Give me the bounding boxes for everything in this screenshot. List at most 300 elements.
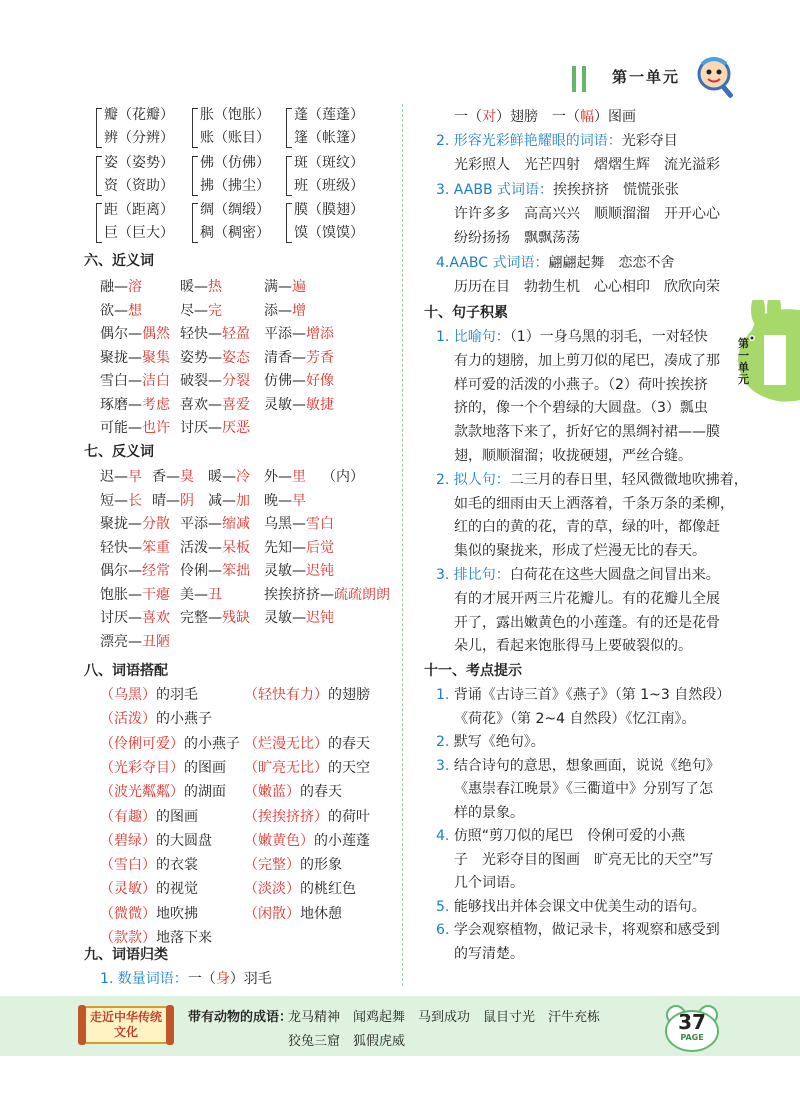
p3: ）图画: [594, 109, 636, 125]
collocation-close: ）: [286, 881, 300, 898]
collocation: [100, 854, 198, 874]
antonym-pair-answer: 长: [128, 492, 142, 509]
synonym-pair-answer: 厌恶: [222, 420, 250, 436]
antonym-pair: [100, 631, 170, 651]
synonym-pair: [180, 417, 250, 437]
collocation-close: ）: [142, 857, 156, 874]
unit-title: 第一单元: [612, 68, 681, 86]
synonym-pair-answer: 姿态: [222, 349, 250, 366]
collocation: [244, 781, 342, 801]
synonym-pair-answer: 也许: [142, 420, 170, 436]
collocation: [100, 757, 226, 777]
collocation-open: （: [100, 930, 114, 946]
antonym-pair: [208, 490, 250, 510]
classification-head: 2. 形容光彩鲜艳耀眼的词语：: [436, 133, 622, 149]
antonym-pair: [180, 584, 222, 604]
antonym-pair-word: 外—: [264, 469, 292, 485]
collocation-noun: 的形象: [300, 857, 342, 874]
sentence-line: 样可爱的活泼的小燕子。（2）荷叶挨挨挤: [454, 376, 708, 393]
collocation: [100, 830, 212, 850]
synonym-pair-answer: 好像: [306, 373, 334, 389]
a1: 对: [482, 109, 496, 125]
synonym-pair: [180, 323, 250, 343]
collocation-answer: 挨挨挤挤: [258, 808, 314, 825]
homophone-word: 姿（姿势）: [104, 155, 174, 171]
section-11-title: 十一、考点提示: [424, 663, 522, 679]
homophone-word: 绸（绸缎）: [200, 202, 270, 218]
synonym-pair-word: 聚拢—: [100, 349, 142, 366]
antonym-pair-word: 伶俐—: [180, 563, 222, 579]
synonym-pair-word: 偶尔—: [100, 326, 142, 342]
header-stripe-2: [582, 66, 586, 92]
collocation-answer: 碧绿: [114, 832, 142, 849]
collocation-close: ）: [142, 808, 156, 825]
collocation: [244, 854, 342, 874]
sentence-item: [436, 469, 748, 489]
collocation-answer: 款款: [114, 930, 142, 946]
synonym-pair: [100, 394, 170, 414]
section-9-title: 九、词语归类: [84, 947, 168, 963]
antonym-pair-word: 偶尔—: [100, 563, 142, 579]
homophone-group: [286, 152, 386, 198]
classification-words: 翩翩起舞 恋恋不舍: [548, 254, 675, 271]
collocation: [100, 878, 198, 898]
classification-head: 4.AABC 式词语：: [436, 254, 549, 271]
synonym-pair-answer: 洁白: [142, 373, 170, 389]
antonym-pair-word: 完整—: [180, 610, 222, 626]
tip-num: 5.: [436, 898, 454, 915]
synonym-pair: [180, 347, 250, 367]
collocation-noun: 地落下来: [156, 930, 212, 946]
sentence-text: （1）一身乌黑的羽毛，一对轻快: [509, 329, 708, 345]
synonym-pair-word: 琢磨—: [100, 396, 142, 413]
collocation-answer: 伶俐可爱: [114, 735, 170, 752]
collocation-answer: 灵敏: [114, 881, 142, 898]
tip-line: 子 光彩夺目的图画 旷亮无比的天空”写: [454, 851, 714, 868]
collocation-answer: 光彩夺目: [114, 759, 170, 776]
collocation-noun: 的图画: [184, 759, 226, 776]
collocation-answer: 乌黑: [114, 687, 142, 703]
synonym-pair: [100, 300, 142, 320]
synonym-pair: [264, 370, 334, 390]
tip-line: 《荷花》（第 2~4 自然段）《忆江南》。: [454, 710, 696, 727]
synonym-pair-word: 喜欢—: [180, 396, 222, 413]
homophone-group: [192, 104, 292, 150]
item-head: 1. 数量词语：: [100, 971, 188, 987]
antonym-pair: [264, 537, 334, 557]
culture-scroll-text: 走近中华传统文化: [90, 1010, 163, 1039]
antonym-pair-word: 平添—: [180, 516, 222, 532]
collocation: [100, 708, 212, 728]
antonym-pair-word: 晴—: [152, 492, 180, 509]
collocation-noun: 的湖面: [184, 784, 226, 801]
classification-item: [436, 252, 675, 272]
collocation: [100, 684, 198, 704]
classification-item: [436, 179, 679, 199]
classification-words-line: 光彩照人 光芒四射 熠熠生辉 流光溢彩: [454, 157, 720, 174]
collocation-noun: 的荷叶: [328, 808, 370, 825]
synonym-pair-word: 尽—: [180, 302, 208, 319]
antonym-pair: [100, 466, 142, 486]
synonym-pair-word: 可能—: [100, 420, 142, 436]
antonym-pair: [100, 560, 170, 580]
collocation-close: ）: [314, 808, 328, 825]
collocation-answer: 有趣: [114, 808, 142, 825]
synonym-pair-answer: 完: [208, 302, 222, 319]
synonym-pair-word: 姿势—: [180, 349, 222, 366]
collocation-close: ）: [170, 784, 184, 801]
collocation-close: ）: [314, 735, 328, 752]
homophone-word: 篷（帐篷）: [294, 130, 364, 146]
collocation-answer: 完整: [258, 857, 286, 874]
antonym-pair-answer: 迟钝: [306, 610, 334, 626]
synonym-pair: [264, 323, 334, 343]
collocation-open: （: [100, 735, 114, 752]
tip-item: [436, 755, 720, 775]
header-stripe-1: [572, 66, 576, 92]
tip-item: [436, 896, 706, 916]
bracket: [192, 156, 198, 196]
homophone-group: [286, 199, 386, 245]
classification-words-line: 纷纷扬扬 飘飘荡荡: [454, 230, 580, 247]
synonym-pair-answer: 芳香: [306, 349, 334, 366]
column-divider: [402, 104, 403, 986]
synonym-pair: [100, 347, 170, 367]
sentence-line: 翅，顺顺溜溜；收拢硬翅，严丝合缝。: [454, 448, 692, 464]
tip-item: [436, 919, 720, 939]
synonym-pair-answer: 轻盈: [222, 326, 250, 342]
collocation-open: （: [244, 905, 258, 922]
antonym-pair-word: 短—: [100, 492, 128, 509]
synonym-pair-word: 满—: [264, 279, 292, 295]
antonym-pair: [100, 490, 142, 510]
sentence-line: 如毛的细雨由天上洒落着，千条万条的柔柳，: [454, 495, 734, 512]
footer-idioms-1: 龙马精神 闻鸡起舞 马到成功 鼠目寸光 汗牛充栋: [288, 1010, 601, 1025]
collocation-close: ）: [142, 930, 156, 946]
synonym-pair: [100, 417, 170, 437]
antonym-pair-word: 饱胀—: [100, 586, 142, 603]
antonym-pair-word: 美—: [180, 586, 208, 603]
collocation-open: （: [244, 832, 258, 849]
antonym-pair-answer: 早: [292, 492, 306, 509]
synonym-pair-answer: 遍: [292, 279, 306, 295]
antonym-pair-answer: 缩减: [222, 516, 250, 532]
homophone-word: 资（资助）: [104, 178, 174, 194]
sentence-item: [436, 326, 708, 346]
homophone-word: 斑（斑纹）: [294, 155, 364, 171]
homophone-word: 馍（馍馍）: [294, 225, 364, 241]
synonym-pair-word: 平添—: [264, 326, 306, 342]
collocation-close: ）: [286, 857, 300, 874]
antonym-pair-answer: 经常: [142, 563, 170, 579]
collocation-open: （: [244, 687, 258, 703]
antonym-pair-word: 聚拢—: [100, 516, 142, 532]
homophone-group: [286, 104, 386, 150]
collocation: [100, 903, 198, 923]
collocation-noun: 的小莲蓬: [314, 832, 370, 849]
item-pre: 一（: [187, 971, 216, 987]
side-tab-text: 第一单元: [738, 337, 749, 386]
collocation-answer: 嫩黄色: [258, 832, 300, 849]
antonym-pair: [152, 490, 194, 510]
collocation: [244, 878, 356, 898]
tip-num: 4.: [436, 828, 454, 844]
tip-num: 2.: [436, 734, 454, 750]
sentence-line: 挤的，像一个个碧绿的大圆盘。（3）瓢虫: [454, 400, 708, 417]
antonym-pair-answer: 后觉: [306, 539, 334, 556]
antonym-pair: [264, 607, 334, 627]
antonym-pair: [264, 560, 334, 580]
sentence-line: 朵儿，看起来饱胀得马上要破裂似的。: [454, 638, 692, 655]
footer-label: 带有动物的成语：: [188, 1010, 293, 1025]
collocation-answer: 淡淡: [258, 881, 286, 898]
synonym-pair-answer: 增: [292, 302, 306, 319]
classification-words-line: 历历在目 勃勃生机 心心相印 欣欣向荣: [454, 278, 720, 295]
tip-text: 学会观察植物，做记录卡，将观察和感受到: [453, 922, 720, 938]
collocation-answer: 闲散: [258, 905, 286, 922]
sentence-text: 白荷花在这些大圆盘之间冒出来。: [509, 567, 720, 583]
antonym-pair-answer: 疏疏朗朗: [334, 586, 390, 603]
antonym-pair: [100, 584, 170, 604]
tip-num: 3.: [436, 757, 454, 774]
bracket: [286, 156, 292, 196]
collocation-noun: 地吹拂: [156, 905, 198, 922]
synonym-pair-answer: 聚集: [142, 349, 170, 366]
bracket: [192, 203, 198, 243]
antonym-pair-answer: 冷: [236, 469, 250, 485]
synonym-pair-answer: 分裂: [222, 373, 250, 389]
section-10-title: 十、句子积累: [424, 305, 508, 321]
homophone-word: 账（账目）: [200, 130, 270, 146]
antonym-pair-answer: 迟钝: [306, 563, 334, 579]
homophone-group: [96, 104, 196, 150]
antonym-pair-answer: 笨重: [142, 539, 170, 556]
synonym-pair-word: 欲—: [100, 302, 128, 319]
homophone-word: 巨（巨大）: [104, 225, 174, 241]
p2: ）翅膀 一（: [496, 109, 580, 125]
tip-line: 《惠崇春江晚景》《三衢道中》分别写了怎: [454, 781, 713, 797]
collocation-close: ）: [170, 759, 184, 776]
tip-text: 仿照“剪刀似的尾巴 伶俐可爱的小燕: [453, 828, 686, 844]
sentence-line: 红的白的黄的花，青的草，绿的叶，都像赶: [454, 519, 720, 536]
classification-words: 光彩夺目: [621, 133, 678, 149]
collocation-open: （: [100, 711, 114, 728]
collocation-noun: 的春天: [328, 735, 370, 752]
collocation-answer: 嫩蓝: [258, 784, 286, 801]
antonym-pair: [100, 513, 170, 533]
collocation-close: ）: [142, 881, 156, 898]
homophone-word: 膜（膜翅）: [294, 202, 364, 218]
page-label: PAGE: [680, 1033, 704, 1042]
homophone-word: 瓣（花瓣）: [104, 107, 174, 123]
collocation-noun: 的图画: [156, 808, 198, 825]
collocation-close: ）: [142, 832, 156, 849]
antonym-pair-word: 漂亮—: [100, 633, 142, 650]
collocation-answer: 活泼: [114, 711, 142, 728]
tip-line: 的写清楚。: [454, 945, 524, 962]
homophone-word: 蓬（莲蓬）: [294, 107, 364, 123]
antonym-pair-answer: 里: [292, 469, 306, 485]
bracket: [192, 108, 198, 148]
collocation-answer: 旷亮无比: [258, 759, 314, 776]
synonym-pair: [100, 276, 142, 296]
collocation-noun: 的小燕子: [184, 735, 240, 752]
antonym-pair-word: 灵敏—: [264, 610, 306, 626]
antonym-pair-word: 先知—: [264, 539, 306, 556]
section-7-title: 七、反义词: [84, 444, 154, 460]
synonym-pair-word: 仿佛—: [264, 373, 306, 389]
collocation-open: （: [244, 881, 258, 898]
homophone-group: [192, 152, 292, 198]
antonym-pair: [180, 537, 250, 557]
tip-num: 1.: [436, 687, 454, 703]
tip-line: 样的景象。: [454, 804, 524, 821]
antonym-pair-answer: 分散: [142, 516, 170, 532]
collocation-open: （: [100, 784, 114, 801]
synonym-pair-answer: 增添: [306, 326, 334, 342]
collocation-open: （: [244, 857, 258, 874]
synonym-pair: [100, 370, 170, 390]
classification-item-1-cont: [454, 106, 636, 126]
antonym-pair-word: 减—: [208, 492, 236, 509]
antonym-pair-answer: 喜欢: [142, 610, 170, 626]
synonym-pair-answer: 喜爱: [222, 396, 250, 413]
sentence-item: [436, 564, 720, 584]
antonym-pair: [180, 560, 250, 580]
antonym-pair-answer: 笨拙: [222, 563, 250, 579]
bracket: [96, 203, 102, 243]
bracket: [96, 156, 102, 196]
homophone-group: [96, 199, 196, 245]
collocation-open: （: [100, 808, 114, 825]
antonym-pair-word: 活泼—: [180, 539, 222, 556]
bracket: [286, 108, 292, 148]
antonym-pair-answer: 雪白: [306, 516, 334, 532]
antonym-pair-answer: 干瘪: [142, 586, 170, 603]
page-number: 37: [678, 1010, 706, 1034]
homophone-word: 距（距离）: [104, 202, 174, 218]
collocation-open: （: [100, 857, 114, 874]
sentence-head: 3. 排比句：: [436, 567, 510, 583]
synonym-pair: [180, 370, 250, 390]
collocation-close: ）: [170, 735, 184, 752]
synonym-pair-word: 融—: [100, 279, 128, 295]
homophone-group: [96, 152, 196, 198]
antonym-pair-word: 乌黑—: [264, 516, 306, 532]
sentence-line: 开了，露出嫩黄色的小莲蓬。有的还是花骨: [454, 614, 720, 631]
antonym-pair-word: 讨厌—: [100, 610, 142, 626]
homophone-word: 佛（仿佛）: [200, 155, 270, 171]
antonym-pair: [264, 466, 306, 486]
synonym-pair: [180, 276, 222, 296]
antonym-pair-word: 暖—: [208, 469, 236, 485]
collocation: [244, 684, 370, 704]
collocation-close: ）: [286, 784, 300, 801]
collocation: [244, 806, 370, 826]
tip-text: 能够找出并体会课文中优美生动的语句。: [453, 898, 706, 915]
antonym-pair-word: 挨挨挤挤—: [264, 586, 334, 603]
synonym-pair: [100, 323, 170, 343]
synonym-pair-answer: 想: [128, 302, 142, 319]
sentence-line: 有的才展开两三片花瓣儿。有的花瓣儿全展: [454, 590, 720, 607]
mascot-icon: [694, 54, 740, 100]
collocation-noun: 的小燕子: [156, 711, 212, 728]
antonym-pair-answer: 呆板: [222, 539, 250, 556]
classification-words: 挨挨挤挤 慌慌张张: [553, 181, 680, 198]
antonym-pair-word: 晚—: [264, 492, 292, 509]
antonym-pair: [322, 466, 364, 486]
tip-line: 几个词语。: [454, 875, 524, 891]
collocation-close: ）: [142, 905, 156, 922]
antonym-pair-answer: 阴: [180, 492, 194, 509]
collocation-close: ）: [142, 711, 156, 728]
collocation-close: ）: [300, 832, 314, 849]
a2: 幅: [580, 109, 594, 125]
collocation: [100, 733, 240, 753]
antonym-pair: [100, 537, 170, 557]
homophone-word: 辨（分辨）: [104, 130, 174, 146]
synonym-pair: [264, 276, 306, 296]
section-8-title: 八、词语搭配: [84, 663, 168, 679]
antonym-pair-word: 迟—: [100, 469, 128, 485]
collocation-open: （: [100, 687, 114, 703]
collocation-open: （: [100, 881, 114, 898]
antonym-pair-answer: 早: [128, 469, 142, 485]
antonym-pair: [208, 466, 250, 486]
synonym-pair-word: 清香—: [264, 349, 306, 366]
collocation: [244, 903, 342, 923]
collocation-open: （: [100, 759, 114, 776]
sentence-text: 二三月的春日里，轻风微微地吹拂着，: [509, 471, 748, 488]
homophone-group: [192, 199, 292, 245]
collocation-noun: 的桃红色: [300, 881, 356, 898]
classification-item: [436, 130, 678, 150]
collocation: [244, 733, 370, 753]
antonym-pair-word: 灵敏—: [264, 563, 306, 579]
collocation-answer: 烂漫无比: [258, 735, 314, 752]
antonym-pair-word: （内）: [322, 469, 364, 485]
synonym-pair-answer: 热: [208, 279, 222, 295]
synonym-pair-word: 暖—: [180, 279, 208, 295]
sentence-head: 2. 拟人句：: [436, 471, 510, 488]
antonym-pair: [264, 513, 334, 533]
synonym-pair: [180, 394, 250, 414]
classification-item-1: [100, 968, 272, 988]
collocation: [244, 757, 370, 777]
antonym-pair: [152, 466, 194, 486]
homophone-word: 班（班级）: [294, 178, 364, 194]
synonym-pair: [264, 300, 306, 320]
antonym-pair: [264, 490, 306, 510]
collocation-noun: 的大圆盘: [156, 832, 212, 849]
item-post: ）羽毛: [229, 971, 272, 987]
synonym-pair-word: 轻快—: [180, 326, 222, 342]
collocation-open: （: [100, 832, 114, 849]
collocation-close: ）: [314, 759, 328, 776]
collocation-open: （: [244, 759, 258, 776]
tip-text: 背诵《古诗三首》《燕子》（第 1~3 自然段）: [453, 687, 731, 703]
collocation-answer: 雪白: [114, 857, 142, 874]
collocation-open: （: [100, 905, 114, 922]
homophone-word: 胀（饱胀）: [200, 107, 270, 123]
antonym-pair-answer: 丑: [208, 586, 222, 603]
synonym-pair-word: 讨厌—: [180, 420, 222, 436]
sentence-line: 集似的聚拢来，形成了烂漫无比的春天。: [454, 543, 706, 560]
antonym-pair-answer: 加: [236, 492, 250, 509]
collocation-open: （: [244, 735, 258, 752]
footer-idioms-2: 狡兔三窟 狐假虎威: [288, 1034, 406, 1049]
sentence-line: 款款地落下来了，折好它的黑绸衬裙——膜: [454, 424, 720, 441]
